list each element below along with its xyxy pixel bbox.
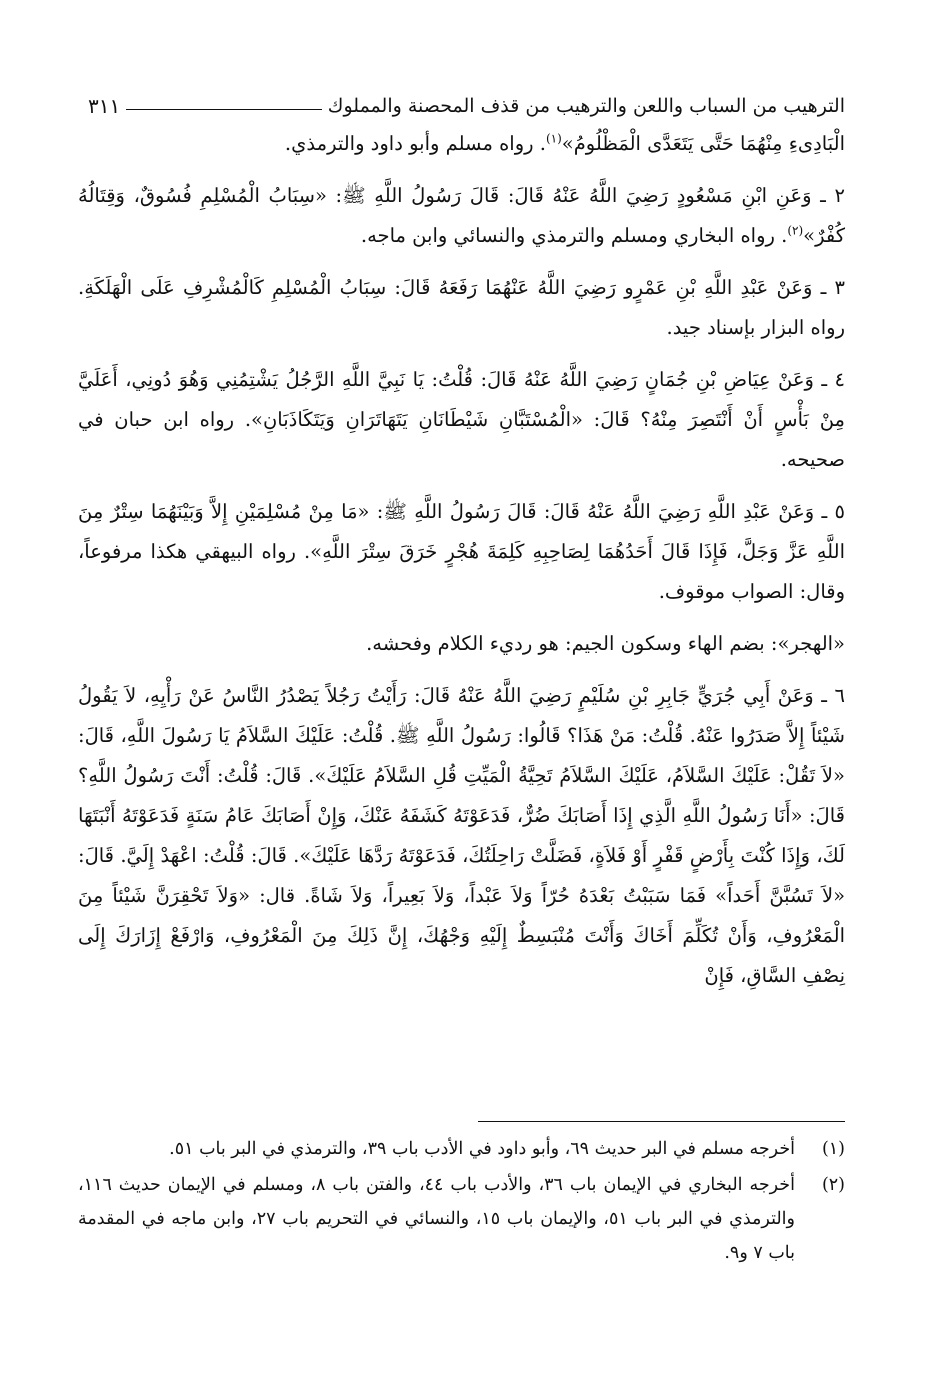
header-rule	[126, 109, 322, 110]
footnote-text: أخرجه البخاري في الإيمان باب ٣٦، والأدب باب ٤٤، والفتن باب ٨، ومسلم في الإيمان حديث ١١٦، والترمذي في البر باب ٥١، والإيمان باب ١٥، والنسائي في التحريم باب ٢٧، وابن ماجه في المقدمة باب ٧ و٩.	[78, 1175, 795, 1263]
running-title: الترهيب من السباب واللعن والترهيب من قذف المحصنة والمملوك	[327, 95, 845, 117]
hadith-2	[78, 176, 845, 256]
hadith-3	[78, 268, 845, 348]
paragraph-text: ٦ ـ وَعَنْ أَبِي جُرَيٍّ جَابِرِ بْنِ سُلَيْمٍ رَضِيَ اللَّهُ عَنْهُ قَالَ: رَأَيْتُ رَجُلاً يَصْدُرُ النَّاسُ عَنْ رَأْيِهِ، لاَ يَقُولُ شَيْئاً إِلاَّ صَدَرُوا عَنْهُ. قُلْتُ: مَنْ هَذَا؟ قَالُوا: رَسُولُ اللَّهِ ﷺ. قُلْتُ: عَلَيْكَ السَّلاَمُ يَا رَسُولَ اللَّهِ، قَالَ: «لاَ تَقُلْ: عَلَيْكَ السَّلاَمُ، عَلَيْكَ السَّلاَمُ تَحِيَّةُ الْمَيِّتِ قُلِ السَّلاَمُ عَلَيْكَ». قَالَ: قُلْتُ: أَنْتَ رَسُولُ اللَّهِ؟ قَالَ: «أَنَا رَسُولُ اللَّهِ الَّذِي إِذَا أَصَابَكَ ضُرٌّ، فَدَعَوْتَهُ كَشَفَهُ عَنْكَ، وَإِنْ أَصَابَكَ عَامُ سَنَةٍ فَدَعَوْتَهُ أَنْبَتَهَا لَكَ، وَإِذَا كُنْتَ بِأَرْضٍ قَفْرٍ أَوْ فَلاَةٍ، فَضَلَّتْ رَاحِلَتُكَ، فَدَعَوْتَهُ رَدَّهَا عَلَيْكَ». قَالَ: قُلْتُ: اعْهَدْ إِلَيَّ. قَالَ: «لاَ تَسُبَّنَّ أَحَداً» فَمَا سَبَبْتُ بَعْدَهُ حُرّاً وَلاَ عَبْداً، وَلاَ بَعِيراً، وَلاَ شَاةً. قال: «وَلاَ تَحْقِرَنَّ شَيْئاً مِنَ الْمَعْرُوفِ، وَأَنْ تُكَلِّمَ أَخَاكَ وَأَنْتَ مُنْبَسِطٌ إِلَيْهِ وَجْهُكَ، إِنَّ ذَلِكَ مِنَ الْمَعْرُوفِ، وَارْفَعْ إِزَارَكَ إِلَى نِصْفِ السَّاقِ، فَإِنْ	[78, 684, 845, 987]
footnote-mark: (٢)	[821, 1175, 845, 1195]
footnote-mark: (١)	[821, 1139, 845, 1159]
paragraph-text: الْبَادِىءِ مِنْهُمَا حَتَّى يَتَعَدَّى الْمَظْلُومُ»	[561, 132, 845, 155]
paragraph-text: ٥ ـ وَعَنْ عَبْدِ اللَّهِ رَضِيَ اللَّهُ عَنْهُ قَالَ: قَالَ رَسُولُ اللَّهِ ﷺ: «مَا مِنْ مُسْلِمَيْنِ إِلاَّ وَبَيْنَهُمَا سِتْرٌ مِنَ اللَّهِ عَزَّ وَجَلَّ، فَإِذَا قَالَ أَحَدُهُمَا لِصَاحِبِهِ كَلِمَةَ هُجْرٍ خَرَقَ سِتْرَ اللَّهِ». رواه البيهقي هكذا مرفوعاً، وقال: الصواب موقوف.	[78, 500, 845, 603]
paragraph-text: ٣ ـ وَعَنْ عَبْدِ اللَّهِ بْنِ عَمْرٍو رَضِيَ اللَّهُ عَنْهُمَا رَفَعَهُ قَالَ: سِبَابُ الْمُسْلِمِ كَالْمُشْرِفِ عَلَى الْهَلَكَةِ. رواه البزار بإسناد جيد.	[78, 276, 845, 339]
hadith-4	[78, 360, 845, 480]
paragraph-tail: . رواه مسلم وأبو داود والترمذي.	[284, 132, 546, 155]
paragraph-text: ٤ ـ وَعَنْ عِيَاضِ بْنِ جُمَانٍ رَضِيَ اللَّهُ عَنْهُ قَالَ: قُلْتُ: يَا نَبِيَّ اللَّهِ الرَّجُلُ يَشْتِمُنِي وَهُوَ دُونِي، أَعَلَيَّ مِنْ بَأْسٍ أَنْ أَنْتَصِرَ مِنْهُ؟ قَالَ: «الْمُسْتَبَّانِ شَيْطَانَانِ يَتَهَاتَرَانِ وَيَتَكَاذَبَانِ». رواه ابن حبان في صحيحه.	[78, 368, 845, 471]
paragraph-continuation	[78, 124, 845, 164]
paragraph-text: ٢ ـ وَعَنِ ابْنِ مَسْعُودٍ رَضِيَ اللَّهُ عَنْهُ قَالَ: قَالَ رَسُولُ اللَّهِ ﷺ: «سِبَابُ الْمُسْلِمِ فُسُوقٌ، وَقِتَالُهُ كُفْرٌ»	[78, 184, 845, 247]
hadith-6	[78, 676, 845, 996]
page-number: ٣١١	[88, 94, 121, 118]
paragraph-tail: . رواه البخاري ومسلم والترمذي والنسائي وابن ماجه.	[360, 224, 788, 247]
footnotes	[78, 1132, 845, 1272]
footnote-separator	[478, 1121, 845, 1122]
main-text	[78, 124, 845, 996]
running-header	[88, 82, 845, 116]
footnote-text: أخرجه مسلم في البر حديث ٦٩، وأبو داود في الأدب باب ٣٩، والترمذي في البر باب ٥١.	[169, 1139, 795, 1159]
footnote-ref[interactable]: (١)	[545, 131, 562, 146]
footnote-2	[78, 1168, 845, 1270]
footnote-1	[78, 1132, 845, 1166]
paragraph-text: «الهجر»: بضم الهاء وسكون الجيم: هو رديء الكلام وفحشه.	[366, 632, 845, 655]
gloss-note	[78, 624, 845, 664]
footnote-ref[interactable]: (٢)	[787, 223, 804, 238]
hadith-5	[78, 492, 845, 612]
